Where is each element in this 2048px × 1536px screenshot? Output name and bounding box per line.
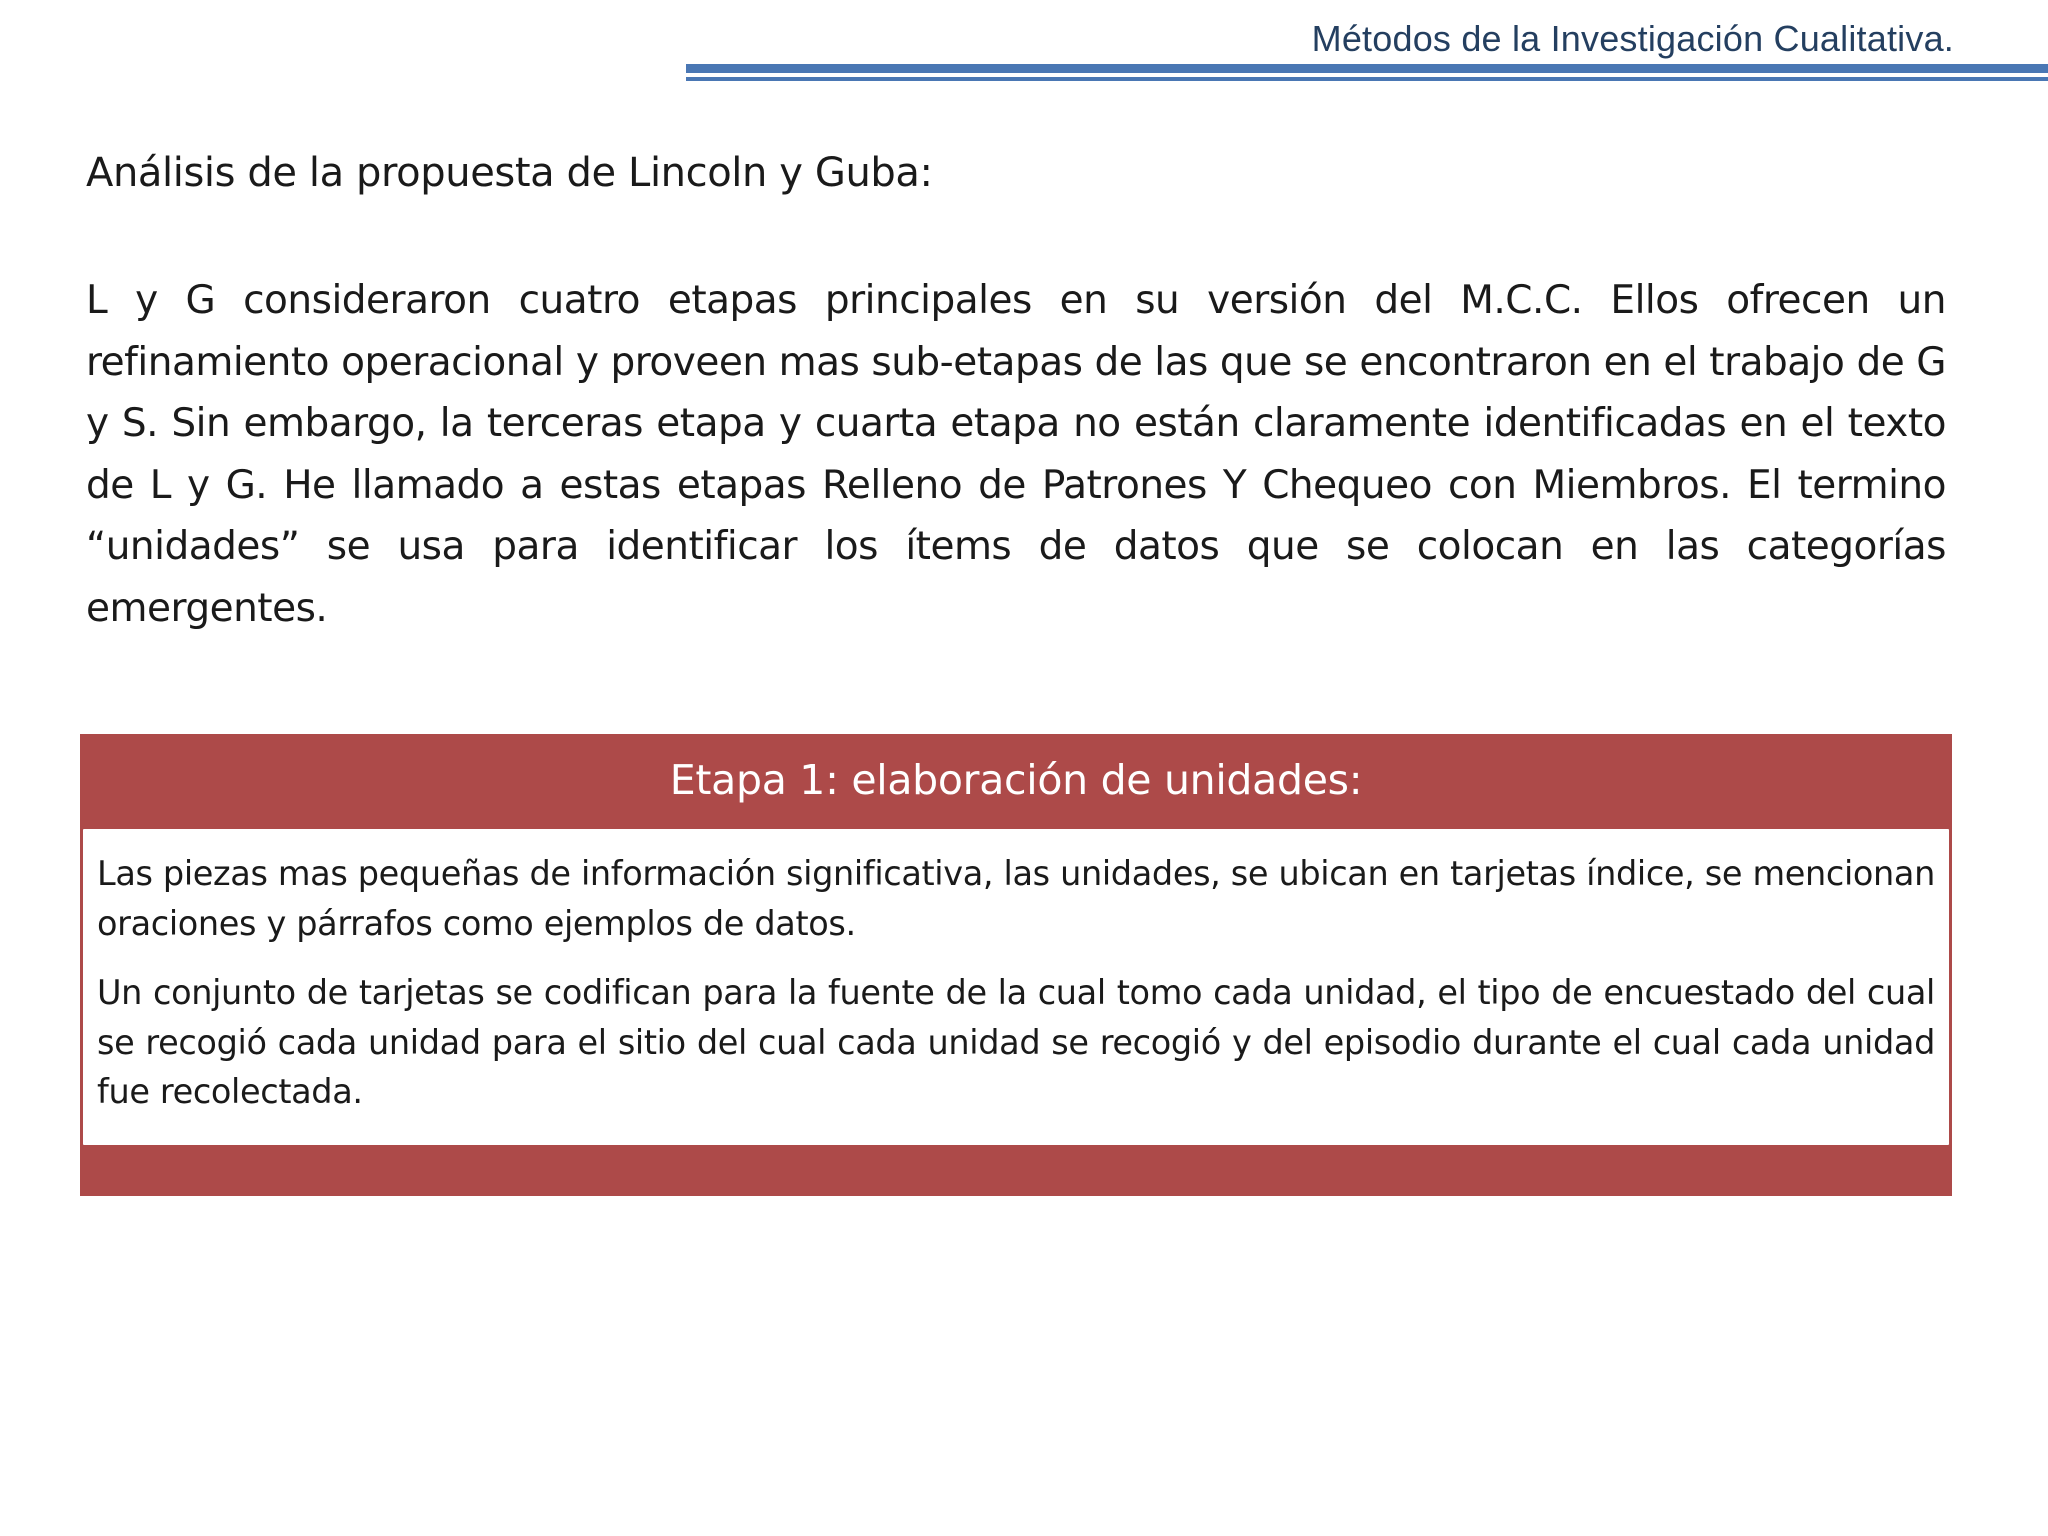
slide-header-title: Métodos de la Investigación Cualitativa. bbox=[1311, 18, 1954, 59]
header-rule-thick bbox=[686, 64, 2048, 73]
stage-title: Etapa 1: elaboración de unidades: bbox=[669, 756, 1363, 804]
intro-paragraph: L y G consideraron cuatro etapas principales en su versión del M.C.C. Ellos ofrecen un refinamiento operacional y proveen mas sub-etapas de las que se encontraron en el trabajo de G y S. Sin embargo, la terceras etapa y cuarta etapa no están claramente identificadas en el texto de L y G. He llamado a estas etapas Relleno de Patrones Y Chequeo con Miembros. El termino “unidades” se usa para identificar los ítems de datos que se colocan en las categorías emergentes. bbox=[86, 278, 1946, 631]
stage-content bbox=[80, 826, 1952, 1148]
stage-paragraph-2: Un conjunto de tarjetas se codifican para la fuente de la cual tomo cada unidad, el tipo de encuestado del cual se recogió cada unidad para el sitio del cual cada unidad se recogió y del episodio durante el cual cada unidad fue recolectada. bbox=[97, 973, 1935, 1111]
stage-box bbox=[80, 734, 1952, 1196]
header-rule-thin bbox=[686, 77, 2048, 81]
stage-paragraph-1: Las piezas mas pequeñas de información significativa, las unidades, se ubican en tarjetas índice, se mencionan oraciones y párrafos como ejemplos de datos. bbox=[97, 854, 1935, 943]
intro-heading: Análisis de la propuesta de Lincoln y Guba: bbox=[86, 150, 933, 196]
